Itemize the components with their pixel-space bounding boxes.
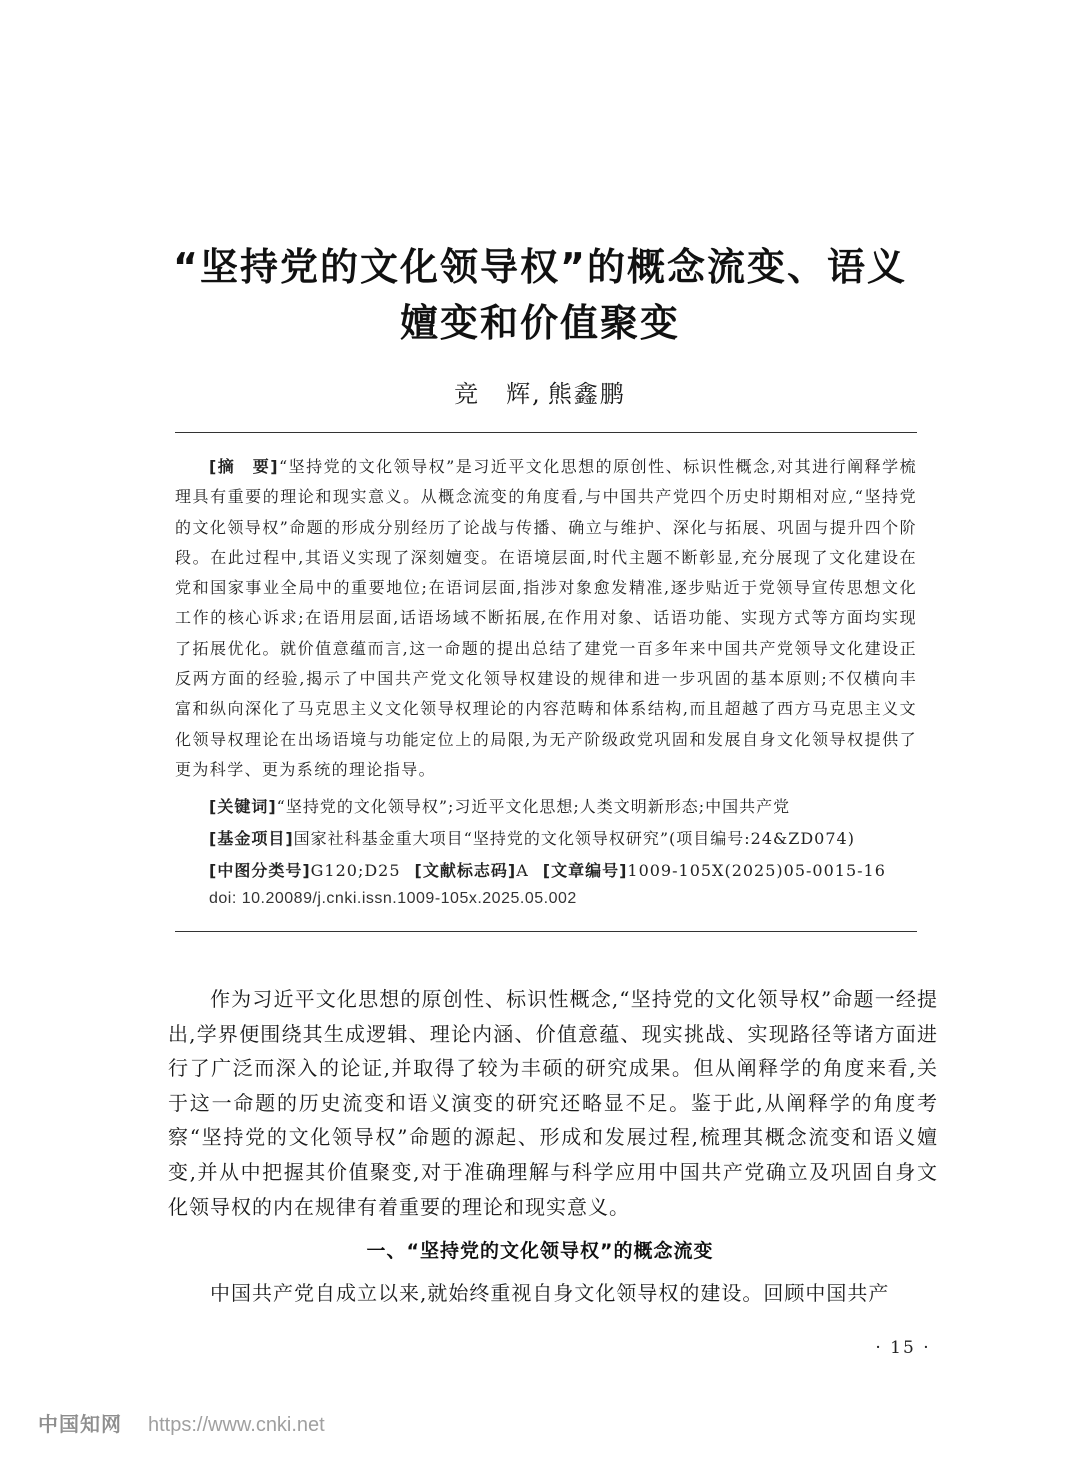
body-paragraph-2: 中国共产党自成立以来,就始终重视自身文化领导权的建设。回顾中国共产 [210,1281,890,1305]
author-2: 熊鑫鹏 [547,380,626,408]
clc-label: [中图分类号] [209,861,311,880]
abstract-text: “坚持党的文化领导权”是习近平文化思想的原创性、标识性概念,对其进行阐释学梳理具有重要的理论和现实意义。从概念流变的角度看,与中国共产党四个历史时期相对应,“坚持党的文化领导权”命题的形成分别经历了论战与传播、确立与维护、深化与拓展、巩固与提升四个阶段。在此过程中,其语义实现了深刻嬗变。在语境层面,时代主题不断彰显,充分展现了文化建设在党和国家事业全局中的重要地位;在语词层面,指涉对象愈发精准,逐步贴近于党领导宣传思想文化工作的核心诉求;在语用层面,话语场域不断拓展,在作用对象、话语功能、实现方式等方面均实现了拓展优化。就价值意蕴而言,这一命题的提出总结了建党一百多年来中国共产党领导文化建设正反两方面的经验,揭示了中国共产党文化领导权建设的规律和进一步巩固的基本原则;不仅横向丰富和纵向深化了马克思主义文化领导权理论的内容范畴和体系结构,而且超越了西方马克思主义文化领导权理论在出场语境与功能定位上的局限,为无产阶级政党巩固和发展自身文化领导权提供了更为科学、更为系统的理论指导。 [175,457,917,779]
fund-label: [基金项目] [209,829,294,848]
page-number: · 15 · [875,1338,931,1358]
author-line [0,374,1080,409]
abstract-top-rule [175,432,917,433]
body-text [168,982,938,1224]
clc-value: G120;D25 [310,861,401,880]
abstract-label: [摘 要] [209,457,279,476]
keywords-label: [关键词] [209,797,277,816]
article-number-value: 1009-105X(2025)05-0015-16 [627,861,886,880]
cnki-url[interactable]: https://www.cnki.net [148,1414,325,1436]
doc-code-value: A [516,861,529,880]
doc-code-label: [文献标志码] [414,861,517,880]
classification-line [175,858,917,881]
author-1: 竞 辉 [454,380,533,408]
body-paragraph-1: 作为习近平文化思想的原创性、标识性概念,“坚持党的文化领导权”命题一经提出,学界便围绕其生成逻辑、理论内涵、价值意蕴、现实挑战、实现路径等诸方面进行了广泛而深入的论证,并取得了较为丰硕的研究成果。但从阐释学的角度来看,关于这一命题的历史流变和语义演变的研究还略显不足。鉴于此,从阐释学的角度考察“坚持党的文化领导权”命题的源起、形成和发展过程,梳理其概念流变和语义嬗变,并从中把握其价值聚变,对于准确理解与科学应用中国共产党确立及巩固自身文化领导权的内在规律有着重要的理论和现实意义。 [168,987,938,1219]
abstract-bottom-rule [175,931,917,932]
body-text-continued [168,1276,938,1310]
section-heading: 一、“坚持党的文化领导权”的概念流变 [366,1240,714,1262]
article-number-label: [文章编号] [542,861,628,880]
author-separator: , [532,380,542,408]
doi-line[interactable]: doi: 10.20089/j.cnki.issn.1009-105x.2025.05.002 [209,890,577,907]
keywords-line [175,794,917,817]
fund-text: 国家社科基金重大项目“坚持党的文化领导权研究”(项目编号:24&ZD074) [293,829,855,848]
cnki-logo-text: 中国知网 [38,1412,122,1436]
abstract-block [175,452,917,785]
source-watermark [38,1408,325,1437]
article-title-line-2: 嬗变和价值聚变 [399,301,680,345]
keywords-text: “坚持党的文化领导权”;习近平文化思想;人类文明新形态;中国共产党 [276,797,791,816]
fund-line [175,826,917,849]
article-title-line-1: “坚持党的文化领导权”的概念流变、语义 [173,245,907,289]
